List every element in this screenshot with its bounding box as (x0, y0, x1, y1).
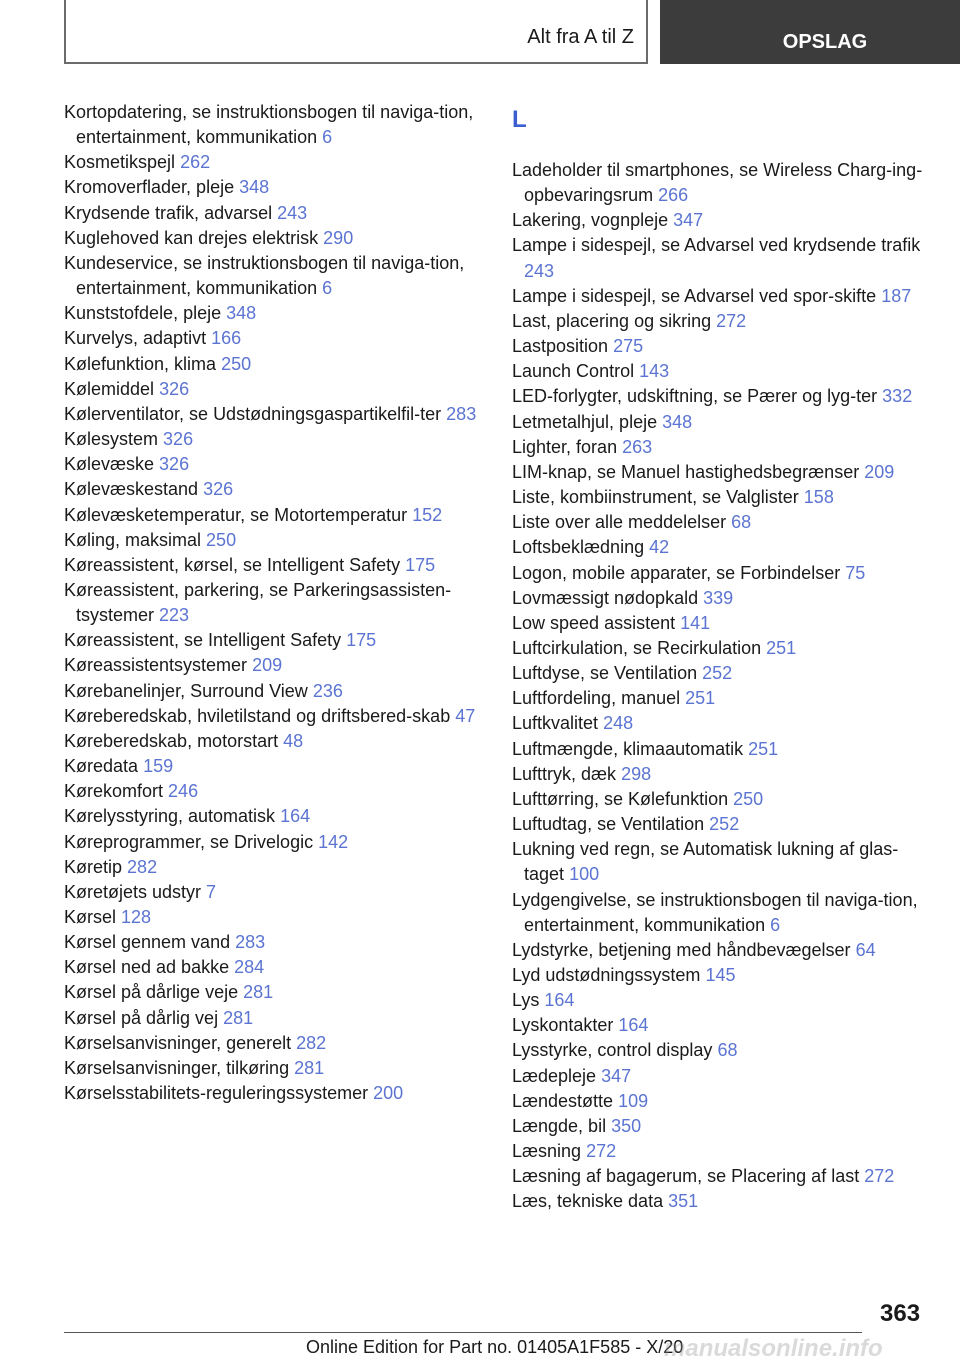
index-entry-text: Last, placering og sikring (512, 310, 712, 331)
index-entry-page-link[interactable]: 68 (731, 512, 752, 533)
section-tab-label: OPSLAG (782, 30, 868, 53)
index-entry (64, 653, 484, 678)
index-entry-page-link[interactable]: 164 (280, 806, 311, 827)
index-entry-text: Kørekomfort (64, 781, 164, 802)
index-entry (64, 477, 484, 502)
index-entry-page-link[interactable]: 246 (168, 781, 199, 802)
index-entry-page-link[interactable]: 152 (412, 504, 443, 525)
index-entry-text: Kølevæsketemperatur, se Motortemperatur (64, 504, 408, 525)
index-entry-page-link[interactable]: 262 (180, 152, 211, 173)
index-entry-text: Kørebanelinjer, Surround View (64, 680, 308, 701)
index-entry-page-link[interactable]: 159 (143, 756, 174, 777)
index-entry-text: Kurvelys, adaptivt (64, 328, 207, 349)
index-column-left (64, 100, 484, 1106)
index-entry (64, 628, 484, 653)
index-entry-page-link[interactable]: 263 (622, 436, 653, 457)
index-entry (512, 661, 932, 686)
index-entry-text: Lastposition (512, 336, 609, 357)
index-entry-text: Lampe i sidespejl, se Advarsel ved krydsende trafik (512, 235, 921, 256)
index-entry-text: Lydstyrke, betjening med håndbevægelser (512, 939, 851, 960)
index-entry (64, 427, 484, 452)
index-entry (64, 528, 484, 553)
index-entry-text: Luftfordeling, manuel (512, 688, 681, 709)
index-entry-page-link[interactable]: 251 (748, 738, 779, 759)
index-entry-page-link[interactable]: 272 (716, 310, 747, 331)
index-entry-page-link[interactable]: 348 (239, 177, 270, 198)
index-entry-text: Kølesystem (64, 429, 159, 450)
index-entry (512, 1064, 932, 1089)
index-entry (512, 636, 932, 661)
index-entry-text: Kørsel på dårlig vej (64, 1007, 219, 1028)
index-entry (64, 955, 484, 980)
index-entry-text: LIM-knap, se Manuel hastighedsbegrænser (512, 461, 860, 482)
index-entry-text: Køreassistent, parkering, se Parkeringsassisten-tsystemer (64, 579, 452, 626)
index-entry-text: Kørsel gennem vand (64, 932, 231, 953)
index-entry-page-link[interactable]: 164 (544, 990, 575, 1011)
index-entry-page-link[interactable]: 158 (803, 487, 834, 508)
index-entry-text: Kølemiddel (64, 378, 155, 399)
index-entry-text: Luftcirkulation, se Recirkulation (512, 637, 762, 658)
index-entry (512, 208, 932, 233)
index-entry-page-link[interactable]: 326 (159, 454, 190, 475)
index-entry (64, 150, 484, 175)
index-entry-page-link[interactable]: 275 (613, 336, 644, 357)
index-entry-text: Ladeholder til smartphones, se Wireless Charg-ing-opbevaringsrum (512, 160, 923, 206)
index-entry (64, 980, 484, 1005)
index-entry (512, 561, 932, 586)
index-entry (64, 1006, 484, 1031)
index-entry-page-link[interactable]: 252 (709, 814, 740, 835)
index-entry-page-link[interactable]: 166 (211, 328, 242, 349)
index-entry (64, 779, 484, 804)
index-entry (512, 410, 932, 435)
index-entry (64, 754, 484, 779)
index-entry (64, 175, 484, 200)
page-number: 363 (880, 1300, 921, 1327)
index-entry-page-link[interactable]: 281 (243, 982, 274, 1003)
index-entry-text: Køling, maksimal (64, 529, 202, 550)
index-entry-text: Lædepleje (512, 1065, 597, 1086)
index-entry-page-link[interactable]: 187 (881, 285, 912, 306)
index-entry-page-link[interactable]: 209 (252, 655, 283, 676)
index-entry-page-link[interactable]: 209 (864, 461, 895, 482)
index-entry-page-link[interactable]: 7 (206, 881, 217, 902)
index-entry (512, 837, 932, 887)
index-entry-text: Køretip (64, 856, 123, 877)
index-entry (64, 804, 484, 829)
index-entry-text: Læsning (512, 1141, 582, 1162)
index-entry (512, 485, 932, 510)
index-entry-text: Lighter, foran (512, 436, 618, 457)
section-tab[interactable] (660, 0, 960, 64)
index-entry-text: Kørelysstyring, automatisk (64, 806, 276, 827)
index-entry-text: Kølevæskestand (64, 479, 199, 500)
index-entry-page-link[interactable]: 145 (705, 965, 736, 985)
index-entry (512, 963, 932, 988)
index-entry-page-link[interactable]: 6 (322, 278, 333, 299)
index-entry (64, 880, 484, 905)
index-entry (512, 384, 932, 409)
index-entry-text: Kundeservice, se instruktionsbogen til naviga-tion, entertainment, kommunikation (64, 252, 465, 299)
index-entry (512, 762, 932, 787)
index-entry-text: Kunststofdele, pleje (64, 303, 222, 324)
index-entry-text: Kørsel ned ad bakke (64, 957, 230, 978)
index-entry (64, 553, 484, 578)
index-entry-text: Lyd udstødningssystem (512, 965, 701, 985)
index-entry-text: Lukning ved regn, se Automatisk lukning af glas-taget (512, 839, 899, 885)
index-entry (512, 888, 932, 938)
index-entry-page-link[interactable]: 68 (717, 1040, 738, 1061)
index-entry-page-link[interactable]: 250 (221, 353, 252, 374)
index-entry-page-link[interactable]: 332 (882, 386, 913, 407)
index-entry (64, 402, 484, 427)
index-entry (512, 435, 932, 460)
index-entry-text: Luftmængde, klimaautomatik (512, 738, 744, 759)
index-entry (512, 586, 932, 611)
index-entry-page-link[interactable]: 6 (322, 127, 333, 148)
index-entry-page-link[interactable]: 326 (203, 479, 234, 500)
index-entry-text: Luftdyse, se Ventilation (512, 663, 698, 684)
index-entry-page-link[interactable]: 42 (649, 537, 670, 558)
index-entry (64, 830, 484, 855)
index-entry-text: Lufttørring, se Kølefunktion (512, 788, 729, 809)
index-entry-page-link[interactable]: 47 (455, 705, 476, 726)
index-entry (512, 233, 932, 283)
index-entry-page-link[interactable]: 347 (601, 1065, 632, 1086)
index-entry-page-link[interactable]: 248 (603, 713, 634, 734)
index-entry-page-link[interactable]: 348 (662, 411, 693, 432)
index-entry-page-link[interactable]: 200 (373, 1083, 404, 1104)
index-entry (64, 930, 484, 955)
index-entry-text: Lovmæssigt nødopkald (512, 587, 699, 608)
index-entry (512, 938, 932, 963)
index-entry-text: Lændestøtte (512, 1090, 614, 1111)
index-entry (512, 284, 932, 309)
index-entry (64, 729, 484, 754)
index-entries-right (512, 158, 932, 1215)
index-entry-page-link[interactable]: 75 (845, 562, 866, 583)
index-entry-page-link[interactable]: 128 (121, 907, 152, 927)
footer-edition-text: Online Edition for Part no. 01405A1F585 - X/20 (306, 1337, 684, 1357)
index-entry (512, 1089, 932, 1114)
index-entry-page-link[interactable]: 223 (159, 605, 190, 626)
index-entry-page-link[interactable]: 281 (223, 1007, 254, 1028)
index-entry-page-link[interactable]: 348 (226, 303, 257, 324)
index-entry-text: Køretøjets udstyr (64, 881, 202, 902)
index-entry-text: Læsning af bagagerum, se Placering af last (512, 1166, 860, 1187)
index-entry-page-link[interactable]: 143 (639, 361, 670, 382)
index-entry-page-link[interactable]: 290 (323, 227, 354, 248)
index-entry (512, 1038, 932, 1063)
index-entry (512, 686, 932, 711)
index-entry (64, 679, 484, 704)
index-entry (512, 1189, 932, 1214)
index-entry-page-link[interactable]: 6 (770, 914, 781, 935)
index-entry-text: Letmetalhjul, pleje (512, 411, 658, 432)
index-entry-text: Køreberedskab, motorstart (64, 730, 279, 751)
index-entry-text: Loftsbeklædning (512, 537, 645, 558)
index-entry-text: Lufttryk, dæk (512, 763, 617, 784)
index-entry-page-link[interactable]: 252 (702, 663, 733, 684)
index-entry (512, 1164, 932, 1189)
index-entry-page-link[interactable]: 282 (296, 1032, 327, 1053)
index-entry (512, 711, 932, 736)
index-entry-page-link[interactable]: 175 (346, 630, 377, 651)
index-entry-page-link[interactable]: 48 (283, 730, 304, 751)
index-entry (64, 855, 484, 880)
index-entry-page-link[interactable]: 298 (621, 763, 652, 784)
index-entry-page-link[interactable]: 141 (680, 612, 711, 633)
index-entry (64, 352, 484, 377)
index-entry-text: Liste over alle meddelelser (512, 512, 727, 533)
index-entry-text: Kølefunktion, klima (64, 353, 217, 374)
index-entry (64, 100, 484, 150)
index-entry (64, 905, 484, 930)
index-entry (64, 377, 484, 402)
index-entry-page-link[interactable]: 243 (524, 260, 555, 281)
index-entry-text: Logon, mobile apparater, se Forbindelser (512, 562, 841, 583)
index-entry-text: Køredata (64, 756, 139, 777)
index-entry (64, 1056, 484, 1081)
index-entry-page-link[interactable]: 100 (569, 864, 600, 885)
index-entry-page-link[interactable]: 251 (685, 688, 716, 709)
index-entry-text: Lys (512, 990, 540, 1011)
index-entry-page-link[interactable]: 266 (658, 185, 689, 206)
index-entry (64, 1031, 484, 1056)
index-entry (512, 737, 932, 762)
index-entry (512, 1114, 932, 1139)
index-entry-page-link[interactable]: 351 (668, 1191, 699, 1212)
index-entry-text: Kørsel (64, 907, 117, 927)
section-title: Alt fra A til Z (527, 26, 634, 48)
index-entry-text: Liste, kombiinstrument, se Valglister (512, 487, 799, 508)
index-entry (64, 452, 484, 477)
index-entry-page-link[interactable]: 250 (206, 529, 237, 550)
index-entry (64, 326, 484, 351)
index-letter-heading: L (512, 106, 527, 133)
index-entry-text: Kørsel på dårlige veje (64, 982, 239, 1003)
index-entry (64, 1081, 484, 1106)
index-entry-page-link[interactable]: 350 (611, 1115, 642, 1136)
index-column-right (512, 100, 932, 1215)
index-entry-text: Krydsende trafik, advarsel (64, 202, 273, 223)
index-entry-page-link[interactable]: 284 (234, 957, 265, 978)
index-entry (512, 787, 932, 812)
index-entry-page-link[interactable]: 109 (618, 1090, 649, 1111)
index-entry (512, 988, 932, 1013)
index-entry-text: Lyskontakter (512, 1015, 614, 1036)
index-entry-text: Lydgengivelse, se instruktionsbogen til naviga-tion, entertainment, kommunikation (512, 889, 918, 935)
index-entry-text: Kølevæske (64, 454, 155, 475)
index-entry (512, 611, 932, 636)
index-entry (64, 201, 484, 226)
index-entry-text: Luftkvalitet (512, 713, 599, 734)
index-entry (512, 309, 932, 334)
index-entry-text: Launch Control (512, 361, 635, 382)
index-entry (512, 812, 932, 837)
index-entry (512, 510, 932, 535)
index-entry-page-link[interactable]: 236 (312, 680, 343, 701)
index-entry-text: Kortopdatering, se instruktionsbogen til naviga-tion, entertainment, kommunikation (64, 102, 474, 148)
index-entry-page-link[interactable]: 272 (586, 1141, 617, 1162)
index-entry-page-link[interactable]: 64 (855, 939, 876, 960)
index-entry-text: Kølerventilator, se Udstødningsgaspartikelfil-ter (64, 403, 442, 424)
index-entry-text: Lakering, vognpleje (512, 210, 669, 231)
index-entry-text: Læs, tekniske data (512, 1191, 664, 1212)
index-entry (512, 1139, 932, 1164)
index-entry-page-link[interactable]: 250 (733, 788, 764, 809)
index-entry-text: Low speed assistent (512, 612, 676, 633)
index-entry (512, 1013, 932, 1038)
index-entry-page-link[interactable]: 272 (864, 1166, 895, 1187)
index-entry-text: Køreprogrammer, se Drivelogic (64, 831, 314, 852)
index-entry (64, 503, 484, 528)
index-entry-page-link[interactable]: 164 (618, 1015, 649, 1036)
index-entry-page-link[interactable]: 281 (294, 1057, 325, 1078)
index-entry (64, 301, 484, 326)
index-entry (64, 704, 484, 729)
index-entry-text: Lampe i sidespejl, se Advarsel ved spor-skifte (512, 285, 877, 306)
index-entry-page-link[interactable]: 326 (163, 429, 194, 450)
index-entry (64, 578, 484, 628)
index-entry-text: Længde, bil (512, 1115, 607, 1136)
index-entry-text: Køreberedskab, hviletilstand og driftsbered-skab (64, 705, 451, 726)
index-entry (512, 334, 932, 359)
index-entry-page-link[interactable]: 175 (405, 554, 436, 575)
index-entry-text: Lysstyrke, control display (512, 1040, 713, 1061)
index-entry (512, 535, 932, 560)
index-entry (512, 158, 932, 208)
index-entry (64, 226, 484, 251)
index-entry-page-link[interactable]: 326 (159, 378, 190, 399)
footer-watermark: manualsonline.info (664, 1335, 883, 1362)
index-entry (512, 460, 932, 485)
index-entry-page-link[interactable]: 347 (673, 210, 704, 231)
index-entry-page-link[interactable]: 283 (446, 403, 477, 424)
index-entry-page-link[interactable]: 282 (127, 856, 158, 877)
index-entry-page-link[interactable]: 251 (766, 637, 797, 658)
index-entry-page-link[interactable]: 142 (318, 831, 349, 852)
index-entry-text: Kromoverflader, pleje (64, 177, 235, 198)
index-entry-text: Kørselsanvisninger, tilkøring (64, 1057, 290, 1078)
index-entry-text: Køreassistentsystemer (64, 655, 248, 676)
footer-divider (64, 1332, 862, 1333)
index-entry-page-link[interactable]: 243 (277, 202, 308, 223)
index-entry-text: Køreassistent, kørsel, se Intelligent Safety (64, 554, 401, 575)
index-entry (64, 251, 484, 301)
index-entry-text: Kørselsstabilitets-reguleringssystemer (64, 1083, 369, 1104)
index-entry-text: Kørselsanvisninger, generelt (64, 1032, 292, 1053)
index-entry-page-link[interactable]: 283 (235, 932, 266, 953)
index-entry-text: Kosmetikspejl (64, 152, 176, 173)
index-entry-text: Kuglehoved kan drejes elektrisk (64, 227, 319, 248)
index-entry-text: Luftudtag, se Ventilation (512, 814, 705, 835)
index-entry (512, 359, 932, 384)
index-entry-text: Køreassistent, se Intelligent Safety (64, 630, 342, 651)
index-entry-text: LED-forlygter, udskiftning, se Pærer og lyg-ter (512, 386, 878, 407)
index-entry-page-link[interactable]: 339 (703, 587, 734, 608)
